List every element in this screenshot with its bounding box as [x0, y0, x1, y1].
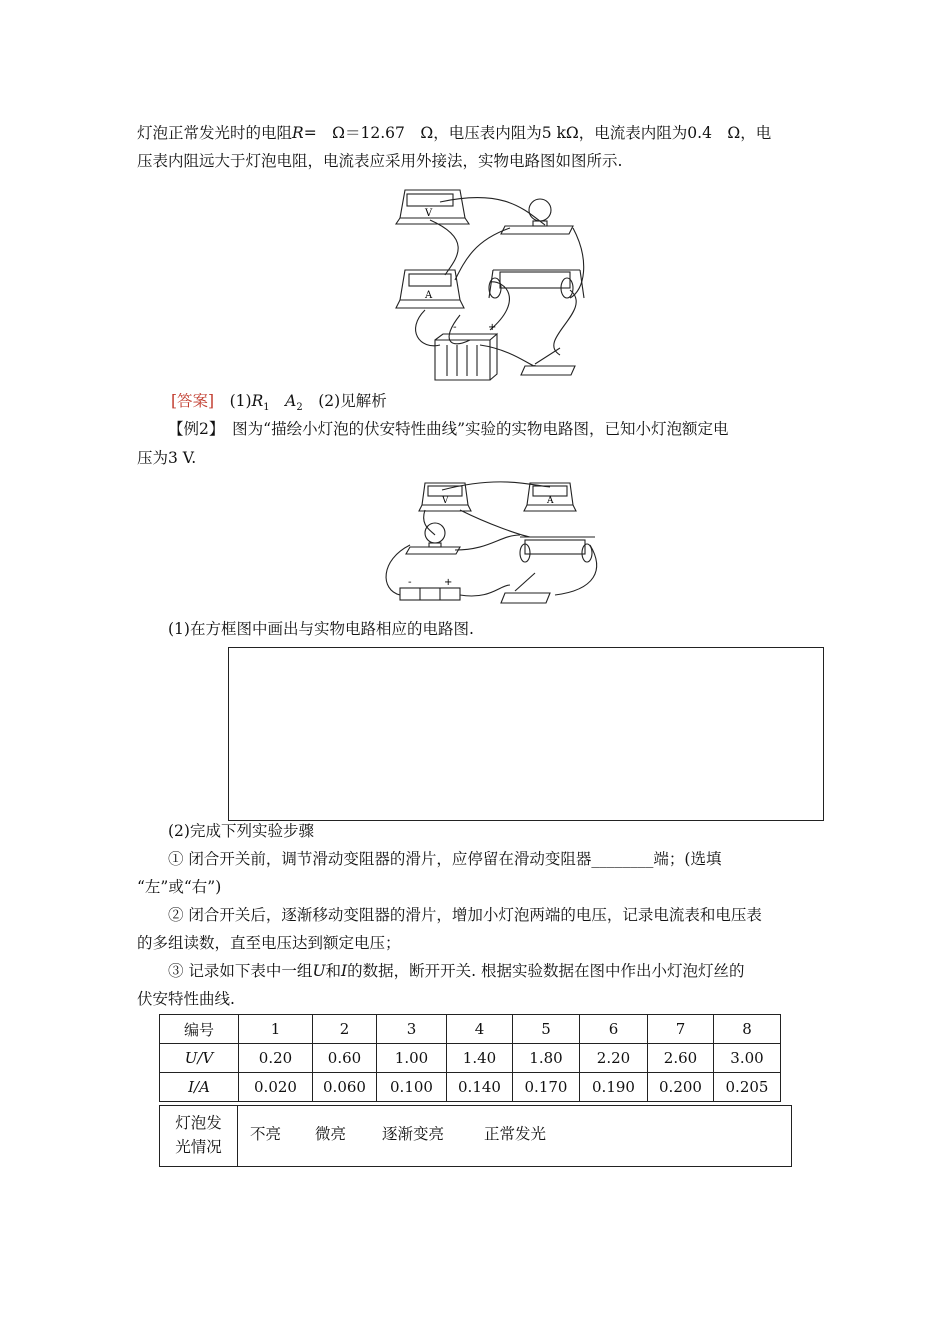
- light-state: 逐渐变亮: [382, 1125, 445, 1143]
- symbol-r1: R: [251, 392, 264, 410]
- voltmeter-label: V: [442, 496, 449, 506]
- minus-label: -: [408, 577, 412, 588]
- table-cell: 0.20: [239, 1044, 313, 1073]
- table-row: [160, 1044, 781, 1073]
- paragraph-line: 压为3 V.: [137, 449, 197, 467]
- example-heading: [168, 419, 729, 439]
- table-cell: 1.00: [377, 1044, 447, 1073]
- table-cell: 1.40: [447, 1044, 513, 1073]
- text: (1): [229, 392, 252, 410]
- table-cell: 1: [239, 1015, 313, 1044]
- table-cell: 3.00: [714, 1044, 781, 1073]
- row-header: 编号: [160, 1015, 239, 1044]
- plus-label: +: [444, 577, 453, 588]
- step-1-line: “左”或“右”): [137, 878, 222, 896]
- table-cell: 0.170: [513, 1073, 580, 1102]
- symbol-r: R: [292, 124, 304, 142]
- text: (2)见解析: [318, 392, 387, 410]
- data-table: [159, 1014, 781, 1102]
- table-cell: 8: [714, 1015, 781, 1044]
- circuit-figure-1: [385, 180, 605, 385]
- table-cell: 2.20: [580, 1044, 648, 1073]
- voltmeter-label: V: [425, 208, 433, 219]
- plus-label: +: [488, 322, 497, 333]
- step-2-line: 的多组读数，直至电压达到额定电压；: [137, 934, 401, 952]
- paragraph-line: 压表内阻远大于灯泡电阻，电流表应采用外接法，实物电路图如图所示.: [137, 152, 623, 170]
- subscript: 1: [263, 402, 270, 414]
- table-cell: 0.060: [313, 1073, 377, 1102]
- step-2-line: ② 闭合开关后，逐渐移动变阻器的滑片，增加小灯泡两端的电压，记录电流表和电压表: [168, 906, 762, 924]
- text: 和: [325, 962, 342, 980]
- text: 的数据，断开开关. 根据实验数据在图中作出小灯泡灯丝的: [347, 962, 745, 980]
- subscript: 2: [296, 402, 303, 414]
- text: ③ 记录如下表中一组: [168, 962, 313, 980]
- minus-label: -: [453, 322, 457, 333]
- table-row: [160, 1073, 781, 1102]
- row-header: [160, 1106, 238, 1166]
- table-cell: 1.80: [513, 1044, 580, 1073]
- paragraph-line: [137, 123, 771, 143]
- question-1: (1)在方框图中画出与实物电路相应的电路图.: [168, 620, 474, 638]
- table-cell: 2.60: [648, 1044, 714, 1073]
- table-cell: 0.205: [714, 1073, 781, 1102]
- ammeter-label: A: [425, 290, 433, 301]
- ammeter-label: A: [547, 496, 554, 506]
- step-3-line: [168, 961, 745, 981]
- table-cell: 7: [648, 1015, 714, 1044]
- table-cell: 6: [580, 1015, 648, 1044]
- light-state: 正常发光: [484, 1125, 547, 1143]
- table-cell: 0.200: [648, 1073, 714, 1102]
- example-tag: 【例2】: [168, 420, 217, 438]
- table-cell: 0.60: [313, 1044, 377, 1073]
- answer-box[interactable]: [228, 647, 824, 821]
- step-3-line: 伏安特性曲线.: [137, 990, 235, 1008]
- text: = Ω＝12.67 Ω，电压表内阻为5 kΩ，电流表内阻为0.4 Ω，电: [303, 124, 772, 142]
- table-row: [160, 1015, 781, 1044]
- answer-tag: [答案]: [171, 392, 215, 410]
- light-state: 微亮: [315, 1125, 347, 1143]
- row-header: U/V: [160, 1044, 239, 1073]
- text: 灯泡发: [175, 1114, 222, 1132]
- answer-line: [171, 391, 387, 418]
- text: 光情况: [175, 1138, 222, 1156]
- text: 灯泡正常发光时的电阻: [137, 124, 293, 142]
- symbol-a2: A: [285, 392, 297, 410]
- row-header: I/A: [160, 1073, 239, 1102]
- table-cell: 0.140: [447, 1073, 513, 1102]
- circuit-figure-2: [380, 475, 610, 610]
- symbol-u: U: [312, 962, 326, 980]
- question-2: (2)完成下列实验步骤: [168, 822, 314, 840]
- text: 图为“描绘小灯泡的伏安特性曲线”实验的实物电路图，已知小灯泡额定电: [232, 420, 729, 438]
- table-cell: 3: [377, 1015, 447, 1044]
- light-state: 不亮: [250, 1125, 282, 1143]
- table-cell: 0.020: [239, 1073, 313, 1102]
- table-cell: 5: [513, 1015, 580, 1044]
- step-1-line: ① 闭合开关前，调节滑动变阻器的滑片，应停留在滑动变阻器________端；(选填: [168, 850, 722, 868]
- table-cell: 2: [313, 1015, 377, 1044]
- light-state-row: [159, 1105, 792, 1167]
- table-cell: 0.190: [580, 1073, 648, 1102]
- symbol-i: I: [341, 962, 348, 980]
- table-cell: 0.100: [377, 1073, 447, 1102]
- table-cell: 4: [447, 1015, 513, 1044]
